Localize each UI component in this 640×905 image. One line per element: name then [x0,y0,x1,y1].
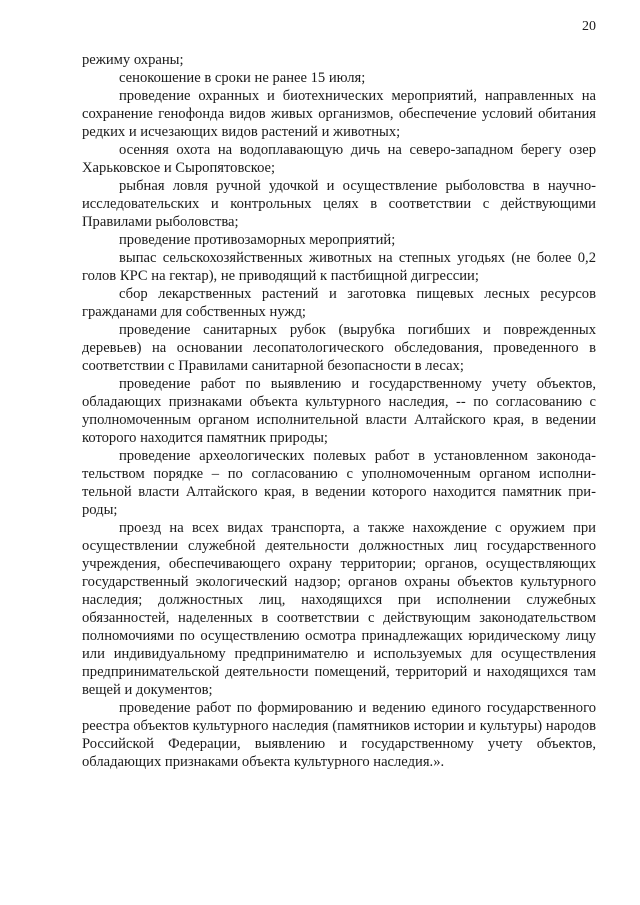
page-number: 20 [582,19,596,34]
paragraph-waterfowl-hunting: осенняя охота на водоплавающую дичь на северо-западном берегу озер Харьковское и Сыропятовское; [82,142,596,176]
paragraph-livestock-grazing: выпас сельскохозяйственных животных на степных угодьях (не более 0,2 голов КРС на гектар), не приводящий к пастбищной дигрессии; [82,250,596,284]
paragraph-haymaking: сенокошение в сроки не ранее 15 июля; [119,70,366,86]
paragraph-continued: режиму охраны; [82,52,184,68]
paragraph-fishing: рыбная ловля ручной удочкой и осуществление рыболовства в научно-исследовательских и контрольных целях в соответствии с действующими Правилами рыболовства; [82,178,596,230]
paragraph-heritage-identification: проведение работ по выявлению и государственному учету объектов, обладающих признаками объекта культурного наследия, -- по согласованию с уполномоченным органом исполнительной власти Алтайского края, в ведении которого находится памятник природы; [82,376,596,446]
paragraph-transport-access: проезд на всех видах транспорта, а также нахождение с оружием при осуществлении служебной деятельности должностных лиц государственного учреждения, обеспечивающего охрану территории; органов, осуществляющих государственный экологический надзор; органов охраны объектов культурного наследия; должностных лиц, находящихся при исполнении служебных обязанностей, наделенных в соответствии с действующим законодательством полномочиями по осуществлению осмотра принадлежащих юридическому лицу или индивидуальному предпринимателю и используемых для осуществления предпринимательской деятельности помещений, территорий и находящихся там вещей и документов; [82,520,596,698]
paragraph-heritage-register: проведение работ по формированию и ведению единого государственного реестра объектов культурного наследия (памятников истории и культуры) народов Российской Федерации, выявлению и государственному учету объектов, обладающих признаками объекта культурного наследия.». [82,700,596,770]
document-body [82,51,596,771]
paragraph-sanitary-felling: проведение санитарных рубок (вырубка погибших и поврежденных деревьев) на основании лесопатологического обследования, проведенного в соответствии с Правилами санитарной безопасности в лесах; [82,322,596,374]
paragraph-biotechnical-measures: проведение охранных и биотехнических мероприятий, направленных на сохранение генофонда видов живых организмов, обеспечение условий обитания редких и исчезающих видов растений и животных; [82,88,596,140]
paragraph-anti-fish-kill: проведение противозаморных мероприятий; [119,232,396,248]
paragraph-archaeological-works: проведение археологических полевых работ в установленном законодательством порядке – по согласованию с уполномоченным органом исполнительной власти Алтайского края, в ведении которого находится памятник природы; [82,448,596,518]
paragraph-plant-gathering: сбор лекарственных растений и заготовка пищевых лесных ресурсов гражданами для собственных нужд; [82,286,596,320]
